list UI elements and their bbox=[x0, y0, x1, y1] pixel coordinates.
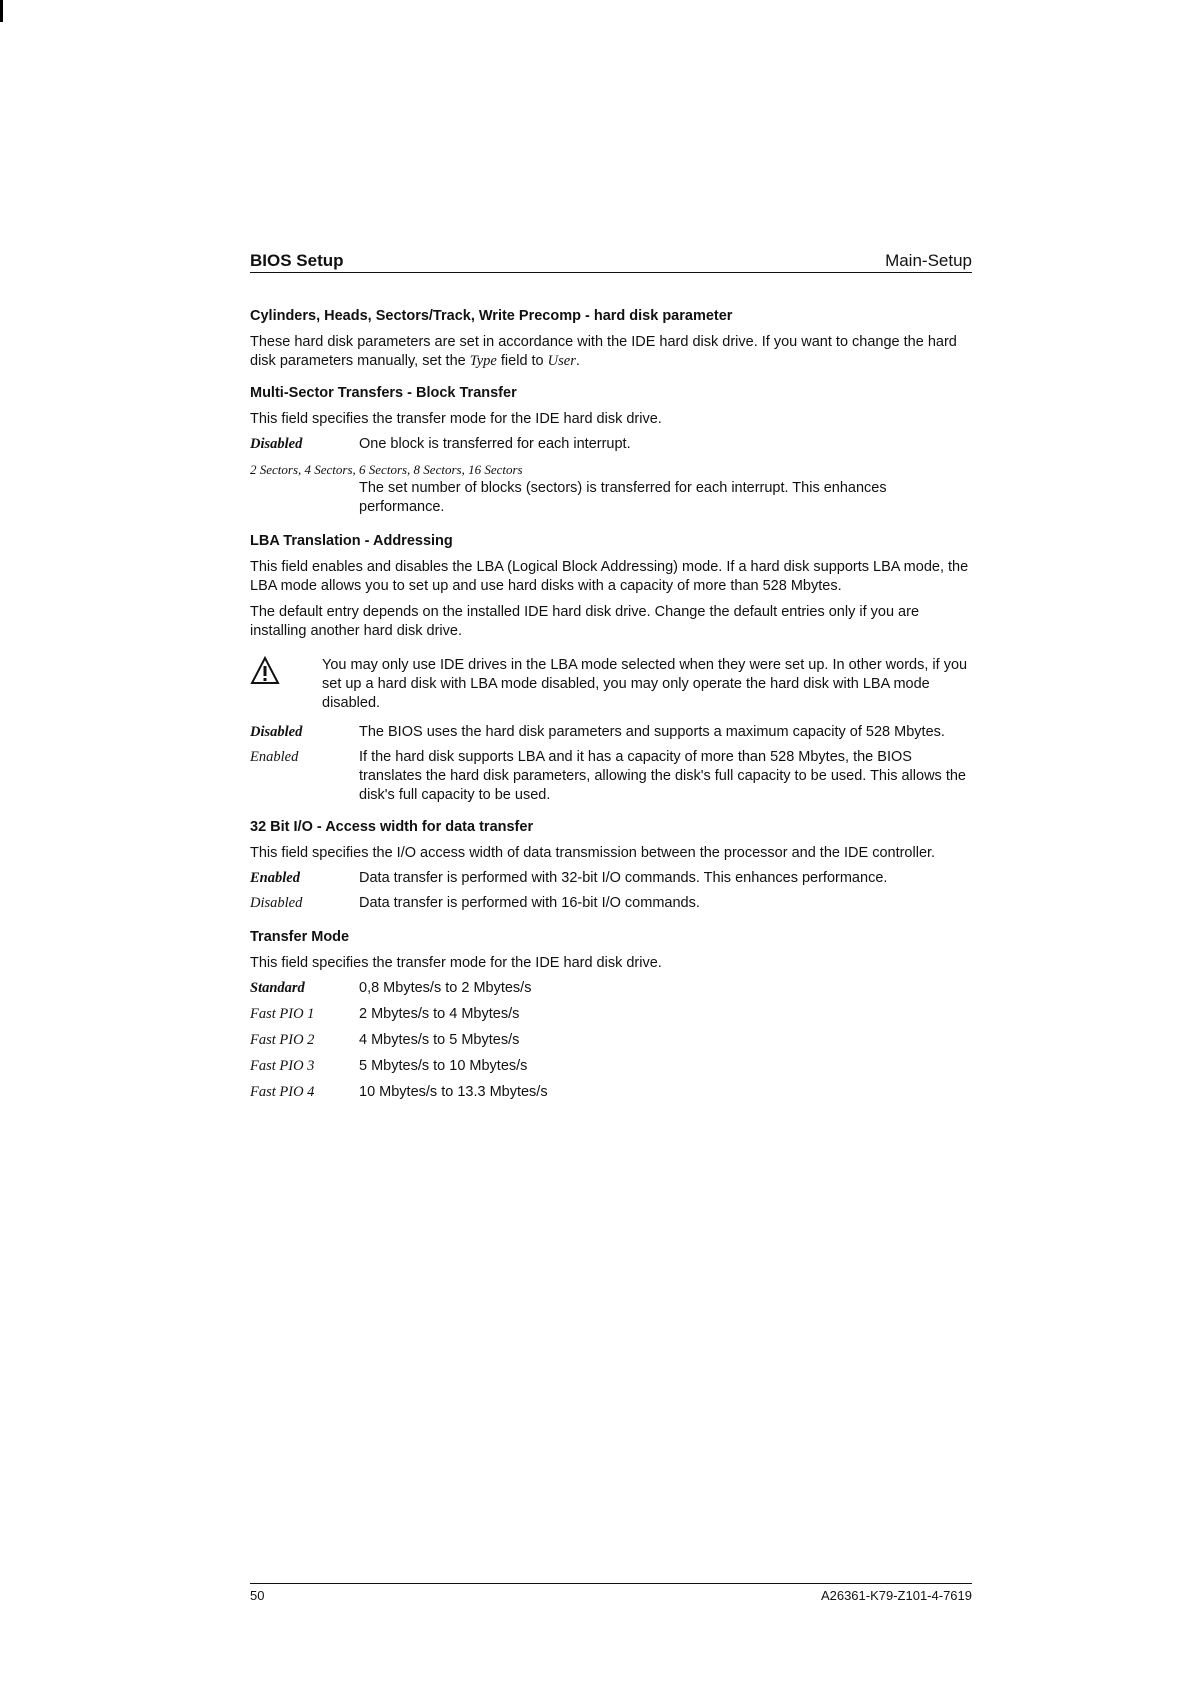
option-desc: Data transfer is performed with 16-bit I/O commands. bbox=[359, 895, 700, 911]
warning-note bbox=[250, 656, 972, 713]
option-desc: One block is transferred for each interrupt. bbox=[359, 436, 631, 452]
section-title-block-transfer: Multi-Sector Transfers - Block Transfer bbox=[250, 385, 517, 401]
section-intro-transfer-mode: This field specifies the transfer mode for the IDE hard disk drive. bbox=[250, 955, 662, 971]
option-row bbox=[250, 1005, 972, 1024]
section-intro-block-transfer: This field specifies the transfer mode for the IDE hard disk drive. bbox=[250, 411, 662, 427]
section-title-lba-translation: LBA Translation - Addressing bbox=[250, 533, 453, 549]
running-header bbox=[250, 248, 972, 273]
option-row bbox=[250, 460, 972, 517]
section-para: This field enables and disables the LBA (Logical Block Addressing) mode. If a hard disk supports LBA mode, the LBA mode allows you to set up and use hard disks with a capacity of more than 528 Mbytes. bbox=[250, 559, 969, 594]
page-footer bbox=[250, 1583, 972, 1603]
option-term: Fast PIO 2 bbox=[250, 1032, 315, 1048]
option-term: Fast PIO 1 bbox=[250, 1006, 315, 1022]
header-right: Main-Setup bbox=[885, 251, 972, 270]
option-row bbox=[250, 1031, 972, 1050]
warning-triangle-icon bbox=[250, 656, 322, 713]
section-title-32bit-io: 32 Bit I/O - Access width for data transfer bbox=[250, 819, 534, 835]
page-number: 50 bbox=[250, 1588, 265, 1603]
type-field-ref: Type bbox=[469, 353, 497, 369]
option-term: Enabled bbox=[250, 749, 299, 765]
body-text: . bbox=[575, 353, 580, 369]
section-title-hard-disk-parameter: Cylinders, Heads, Sectors/Track, Write Precomp - hard disk parameter bbox=[250, 308, 733, 324]
option-row bbox=[250, 1057, 972, 1076]
option-term: 2 Sectors, 4 Sectors, 6 Sectors, 8 Sectors, 16 Sectors bbox=[250, 462, 523, 477]
option-term: Fast PIO 3 bbox=[250, 1058, 315, 1074]
section-body-hard-disk-parameter bbox=[250, 333, 972, 371]
option-term: Fast PIO 4 bbox=[250, 1084, 315, 1100]
option-row bbox=[250, 435, 972, 454]
scan-corner-mark bbox=[0, 0, 3, 22]
option-desc: The BIOS uses the hard disk parameters and supports a maximum capacity of 528 Mbytes. bbox=[359, 724, 945, 740]
option-term: Enabled bbox=[250, 870, 300, 886]
option-row bbox=[250, 979, 972, 998]
option-desc: 5 Mbytes/s to 10 Mbytes/s bbox=[359, 1058, 528, 1074]
option-term: Disabled bbox=[250, 724, 303, 740]
document-page bbox=[250, 248, 972, 1102]
option-desc: The set number of blocks (sectors) is transferred for each interrupt. This enhances performance. bbox=[359, 480, 887, 515]
option-row bbox=[250, 1083, 972, 1102]
section-title-transfer-mode: Transfer Mode bbox=[250, 929, 350, 945]
section-para: The default entry depends on the installed IDE hard disk drive. Change the default entries only if you are installing another hard disk drive. bbox=[250, 604, 920, 639]
option-row bbox=[250, 723, 972, 742]
option-term: Disabled bbox=[250, 895, 303, 911]
user-value-ref: User bbox=[547, 353, 576, 369]
option-row bbox=[250, 748, 972, 805]
body-text: field to bbox=[496, 353, 548, 369]
option-desc: If the hard disk supports LBA and it has a capacity of more than 528 Mbytes, the BIOS translates the hard disk parameters, allowing the disk's full capacity to be used. This allows the disk's full capacity to be used. bbox=[359, 749, 966, 803]
document-code: A26361-K79-Z101-4-7619 bbox=[820, 1588, 972, 1603]
warning-text: You may only use IDE drives in the LBA mode selected when they were set up. In other words, if you set up a hard disk with LBA mode disabled, you may only operate the hard disk with LBA mode disabled. bbox=[322, 657, 968, 711]
option-desc: 0,8 Mbytes/s to 2 Mbytes/s bbox=[359, 980, 532, 996]
option-desc: Data transfer is performed with 32-bit I/O commands. This enhances performance. bbox=[359, 870, 888, 886]
option-row bbox=[250, 869, 972, 888]
option-term: Standard bbox=[250, 980, 305, 996]
body-text: These hard disk parameters are set in accordance with the IDE hard disk drive. If you want to change the hard disk parameters manually, set the bbox=[250, 334, 957, 369]
section-intro-32bit-io: This field specifies the I/O access width of data transmission between the processor and the IDE controller. bbox=[250, 845, 936, 861]
option-desc: 2 Mbytes/s to 4 Mbytes/s bbox=[359, 1006, 520, 1022]
option-desc: 10 Mbytes/s to 13.3 Mbytes/s bbox=[359, 1084, 548, 1100]
option-desc: 4 Mbytes/s to 5 Mbytes/s bbox=[359, 1032, 520, 1048]
header-left: BIOS Setup bbox=[250, 251, 344, 270]
option-row bbox=[250, 894, 972, 913]
option-term: Disabled bbox=[250, 436, 303, 452]
